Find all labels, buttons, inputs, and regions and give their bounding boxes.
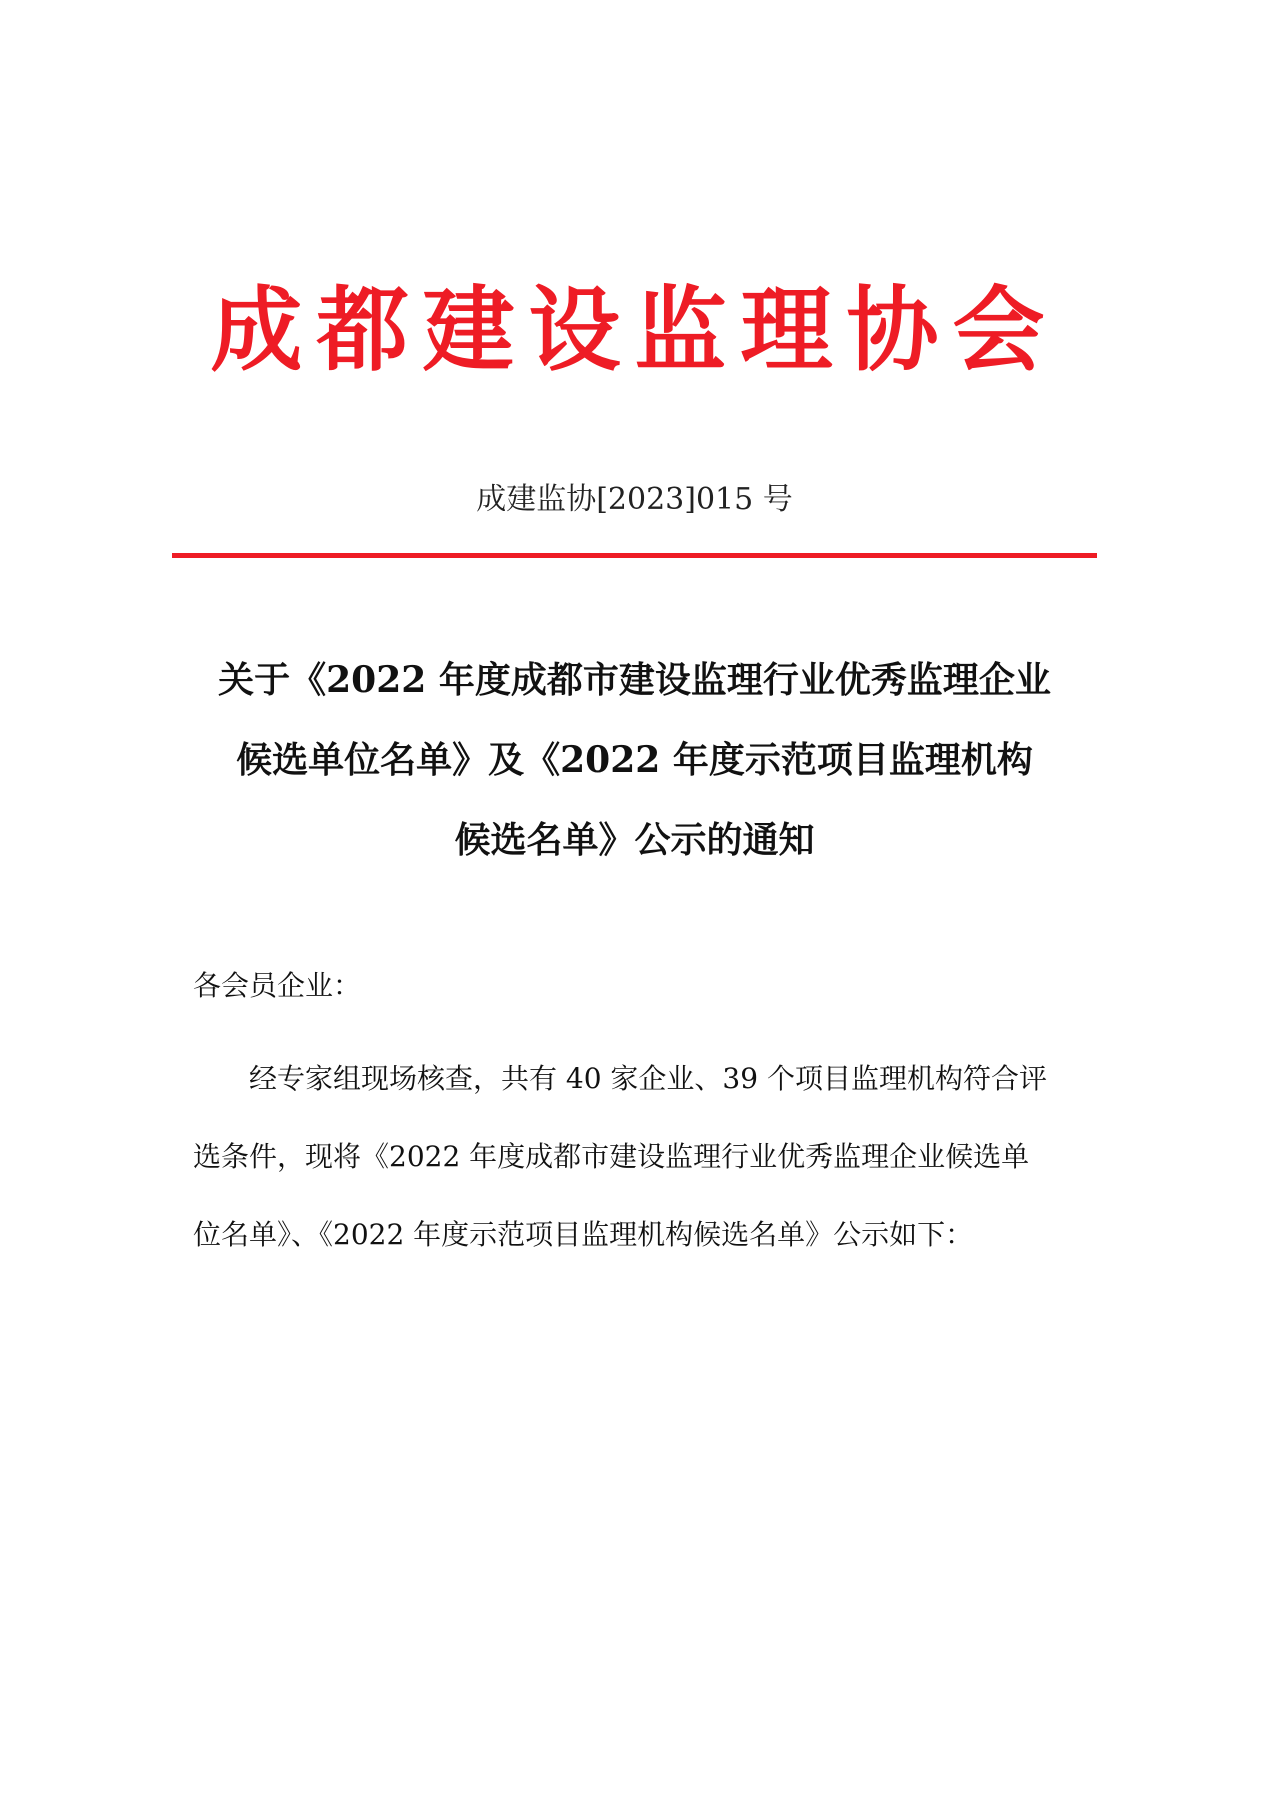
red-divider-rule bbox=[172, 553, 1097, 558]
notice-title bbox=[150, 640, 1119, 880]
title-line-1: 关于《2022 年度成都市建设监理行业优秀监理企业 bbox=[218, 659, 1051, 701]
title-line-2: 候选单位名单》及《2022 年度示范项目监理机构 bbox=[236, 739, 1033, 781]
body-line-2: 选条件，现将《2022 年度成都市建设监理行业优秀监理企业候选单 bbox=[193, 1140, 1030, 1173]
body-line-3: 位名单》、《2022 年度示范项目监理机构候选名单》公示如下： bbox=[193, 1218, 974, 1251]
title-line-3: 候选名单》公示的通知 bbox=[454, 819, 815, 861]
body-line-1: 经专家组现场核查，共有 40 家企业、39 个项目监理机构符合评 bbox=[249, 1062, 1047, 1095]
salutation: 各会员企业： bbox=[193, 969, 362, 1002]
masthead-title: 成都建设监理协会 bbox=[210, 277, 1059, 384]
document-number: 成建监协[2023]015 号 bbox=[476, 482, 793, 517]
body-paragraph bbox=[193, 1040, 1083, 1274]
